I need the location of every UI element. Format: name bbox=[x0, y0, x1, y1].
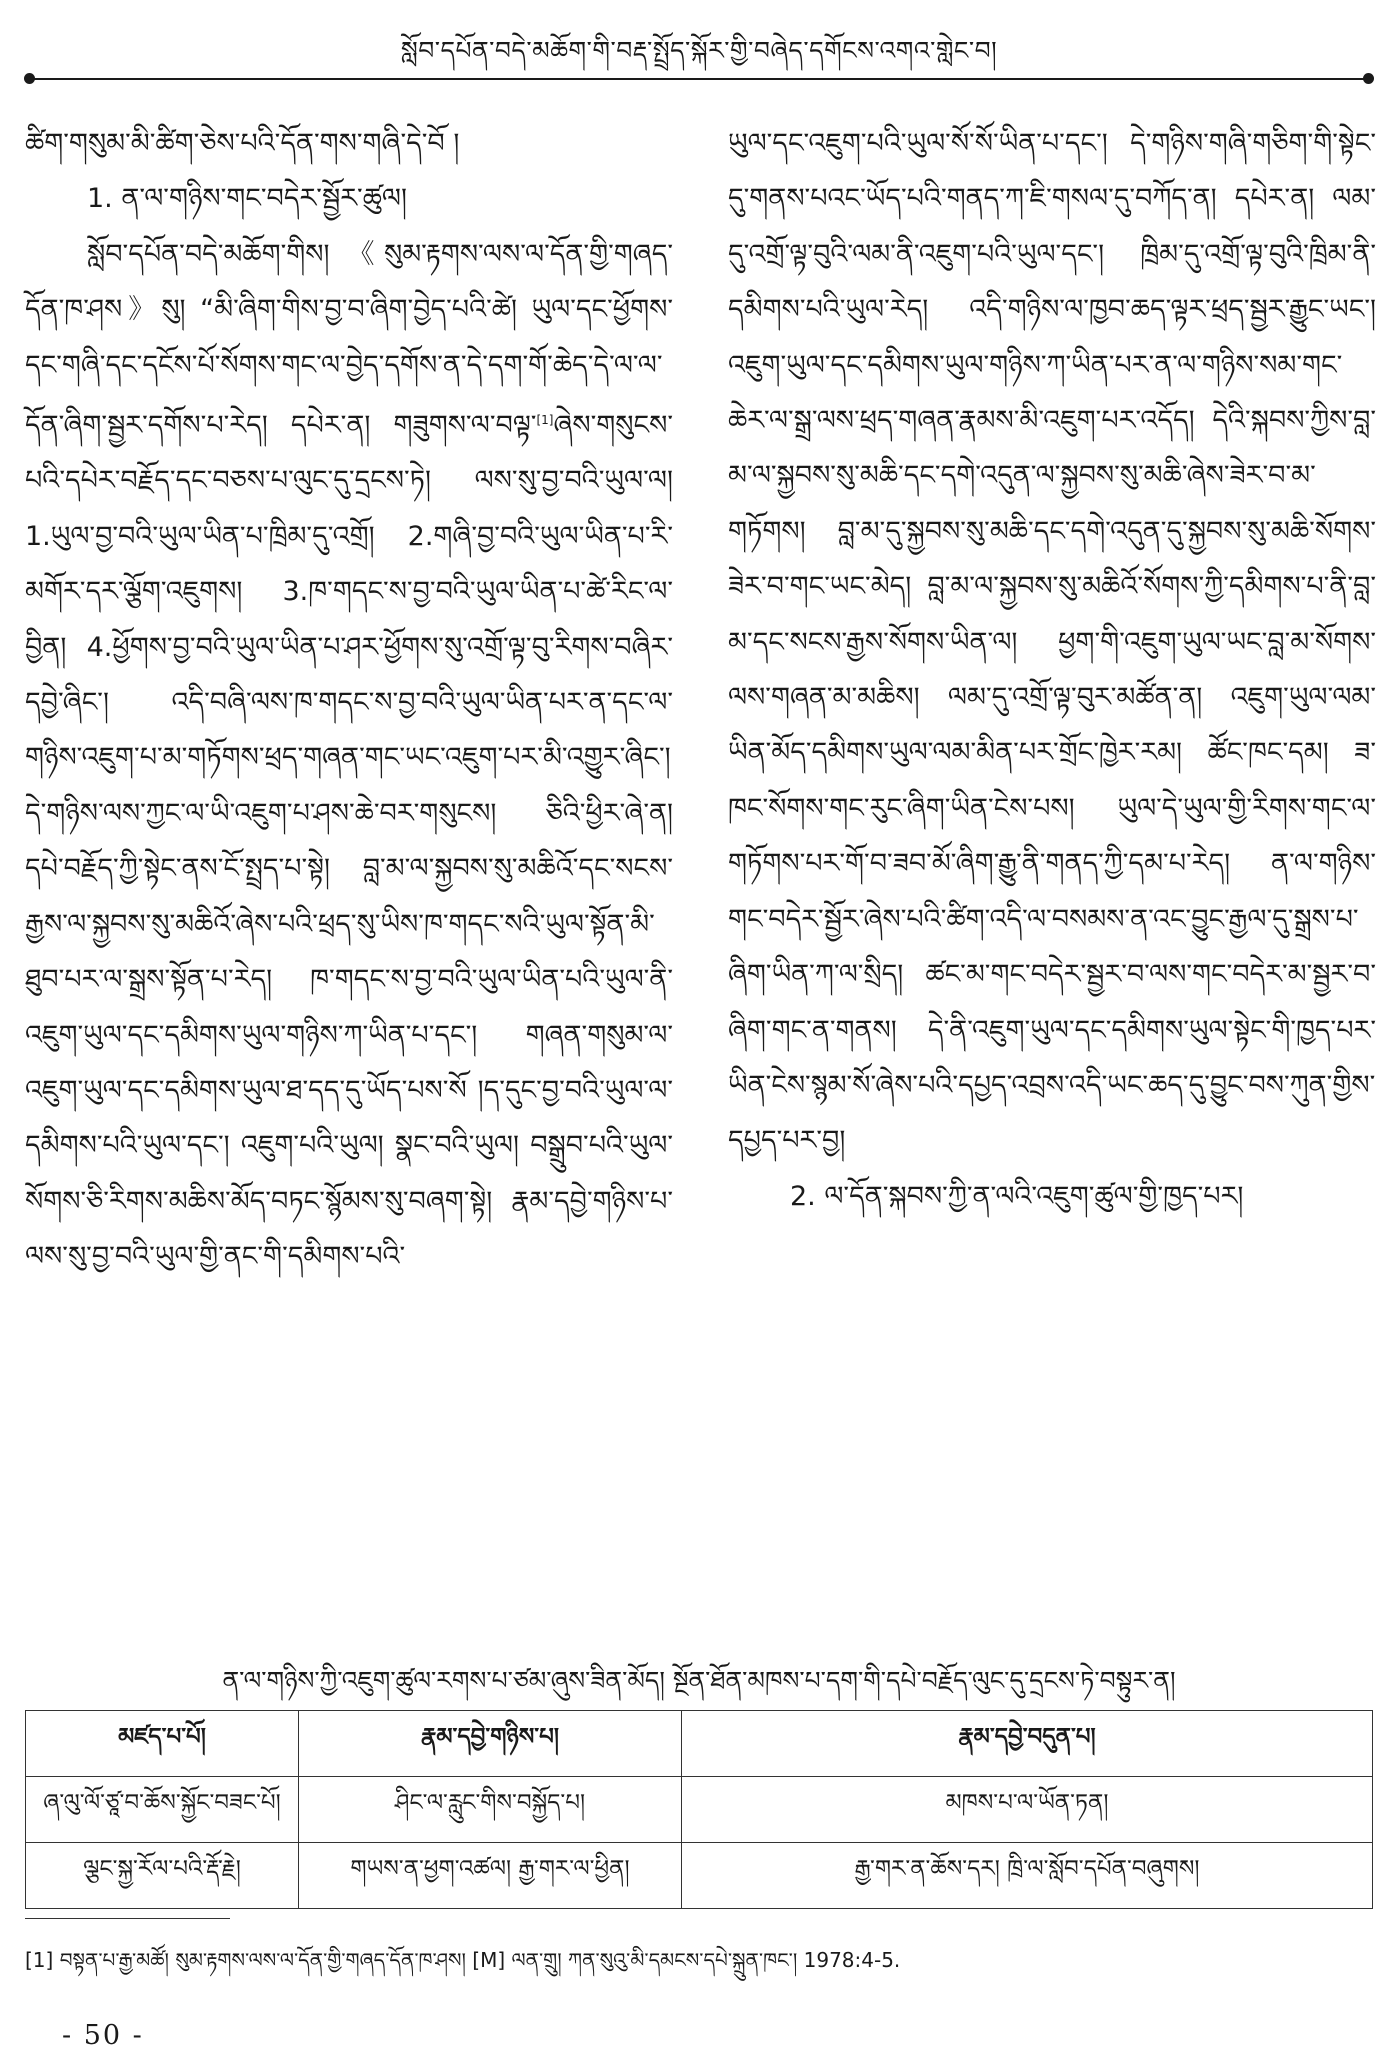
left-column bbox=[25, 116, 673, 1285]
running-header bbox=[0, 0, 1398, 84]
right-column bbox=[728, 116, 1376, 1224]
table-header-cell: མཛད་པ་པོ། bbox=[26, 1711, 299, 1777]
table-cell: ལྕང་སྐྱ་རོལ་པའི་རྡོ་རྗེ། bbox=[26, 1843, 299, 1909]
table-cell: མཁས་པ་ལ་ཡོན་ཏན། bbox=[682, 1777, 1373, 1843]
table-header-cell: རྣམ་དབྱེ་བདུན་པ། bbox=[682, 1711, 1373, 1777]
left-intro-line: ཚིག་གསུམ་མི་ཚིག་ཅེས་པའི་དོན་གས་གཞི་དེ་བོ ། bbox=[25, 128, 460, 159]
section-heading-1: 1. ན་ལ་གཉིས་གང་བདེར་སྦྱོར་ཚུལ། bbox=[87, 183, 407, 215]
table-header-row bbox=[26, 1711, 1373, 1777]
table-header-cell: རྣམ་དབྱེ་གཉིས་པ། bbox=[299, 1711, 682, 1777]
section-heading-2: 2. ལ་དོན་སྐབས་ཀྱི་ན་ལའི་འཇུག་ཚུལ་གྱི་ཁྱད་པར། bbox=[790, 1180, 1244, 1212]
footnote-reference[interactable]: [1] bbox=[536, 413, 554, 428]
right-paragraph: ཡུལ་དང་འཇུག་པའི་ཡུལ་སོ་སོ་ཡིན་པ་དང་། དེ་གཉིས་གཞི་གཅིག་གི་སྟེང་དུ་གནས་པའང་ཡོད་པའི་གནད་ཀ་ཇི་གསལ་དུ་བཀོད་ན། དཔེར་ན། ལམ་དུ་འགྲོ་ལྟ་བུའི་ལམ་ནི་འཇུག་པའི་ཡུལ་དང་། ཁྲིམ་དུ་འགྲོ་ལྟ་བུའི་ཁྲིམ་ནི་དམིགས་པའི་ཡུལ་རེད། འདི་གཉིས་ལ་ཁྱབ་ཆད་ལྟར་ཕྲད་སྦྱར་རྒྱུང་ཡང་། འཇུག་ཡུལ་དང་དམིགས་ཡུལ་གཉིས་ཀ་ཡིན་པར་ན་ལ་གཉིས་སམ་གང་ཆེར་ལ་སྒྲ་ལས་ཕྲད་གཞན་རྣམས་མི་འཇུག་པར་འདོད། དེའི་སྐབས་ཀྱིས་བླ་མ་ལ་སྐྱབས་སུ་མཆི་དང་དགེ་འདུན་ལ་སྐྱབས་སུ་མཆི་ཞེས་ཟེར་བ་མ་གཏོགས། བླ་མ་དུ་སྐྱབས་སུ་མཆི་དང་དགེ་འདུན་དུ་སྐྱབས་སུ་མཆི་སོགས་ཟེར་བ་གང་ཡང་མེད། བླ་མ་ལ་སྐྱབས་སུ་མཆིའོ་སོགས་ཀྱི་དམིགས་པ་ནི་བླ་མ་དང་སངས་རྒྱས་སོགས་ཡིན་ལ། ཕྱག་གི་འཇུག་ཡུལ་ཡང་བླ་མ་སོགས་ལས་གཞན་མ་མཆིས། ལམ་དུ་འགྲོ་ལྟ་བུར་མཚོན་ན། འཇུག་ཡུལ་ལམ་ཡིན་མོད་དམིགས་ཡུལ་ལམ་མིན་པར་གྲོང་ཁྱེར་རམ། ཚོང་ཁང་དམ། ཟ་ཁང་སོགས་གང་རུང་ཞིག་ཡིན་ངེས་པས། ཡུལ་དེ་ཡུལ་གྱི་རིགས་གང་ལ་གཏོགས་པར་གོ་བ་ཟབ་མོ་ཞིག་རྒྱུ་ནི་གནད་ཀྱི་དམ་པ་རེད། ན་ལ་གཉིས་གང་བདེར་སྦྱོར་ཞེས་པའི་ཚིག་འདི་ལ་བསམས་ན་འང་བྱུང་རྒྱལ་དུ་སྒྲས་པ་ཞིག་ཡིན་ཀ་ལ་སྲིད། ཚང་མ་གང་བདེར་སྦྱར་བ་ལས་གང་བདེར་མ་སྦྱར་བ་ཞིག་གང་ན་གནས། དེ་ནི་འཇུག་ཡུལ་དང་དམིགས་ཡུལ་སྟེང་གི་ཁྱད་པར་ཡིན་ངེས་སྙམ་སོ་ཞེས་པའི་དཔྱད་འབྲས་འདི་ཡང་ཆད་དུ་བྱུང་བས་ཀུན་གྱིས་དཔྱད་པར་བྱ། bbox=[728, 128, 1376, 1157]
header-rule bbox=[30, 78, 1368, 80]
table-row bbox=[26, 1843, 1373, 1909]
left-paragraph-text-2: ཞེས་གསུངས་པའི་དཔེར་བརྗོད་དང་བཅས་པ་ལུང་དུ་དྲངས་ཏེ། ལས་སུ་བྱ་བའི་ཡུལ་ལ། 1.ཡུལ་བྱ་བའི་ཡུལ་ཡིན་པ་ཁྲིམ་དུ་འགྲོ། 2.གཞི་བྱ་བའི་ཡུལ་ཡིན་པ་རི་མགོར་དར་ལྕོག་འཇུགས། 3.ཁ་གདང་ས་བྱ་བའི་ཡུལ་ཡིན་པ་ཚེ་རིང་ལ་བྱིན། 4.ཕྱོགས་བྱ་བའི་ཡུལ་ཡིན་པ་ཤར་ཕྱོགས་སུ་འགྲོ་ལྟ་བུ་རིགས་བཞིར་དབྱེ་ཞིང་། འདི་བཞི་ལས་ཁ་གདང་ས་བྱ་བའི་ཡུལ་ཡིན་པར་ན་དང་ལ་གཉིས་འཇུག་པ་མ་གཏོགས་ཕྲད་གཞན་གང་ཡང་འཇུག་པར་མི་འགྱུར་ཞིང་། དེ་གཉིས་ལས་ཀྱང་ལ་ཡི་འཇུག་པ་ཤས་ཆེ་བར་གསུངས། ཅིའི་ཕྱིར་ཞེ་ན། དཔེ་བརྗོད་ཀྱི་སྟེང་ནས་ངོ་སྤྲད་པ་སྟེ། བླ་མ་ལ་སྐྱབས་སུ་མཆིའོ་དང་སངས་རྒྱས་ལ་སྐྱབས་སུ་མཆིའོ་ཞེས་པའི་ཕྲད་སུ་ཡིས་ཁ་གདང་སའི་ཡུལ་སྟོན་མི་ཐུབ་པར་ལ་སྒྲས་སྟོན་པ་རེད། ཁ་གདང་ས་བྱ་བའི་ཡུལ་ཡིན་པའི་ཡུལ་ནི་འཇུག་ཡུལ་དང་དམིགས་ཡུལ་གཉིས་ཀ་ཡིན་པ་དང་། གཞན་གསུམ་ལ་འཇུག་ཡུལ་དང་དམིགས་ཡུལ་ཐ་དད་དུ་ཡོད་པས་སོ །ད་དུང་བྱ་བའི་ཡུལ་ལ་དམིགས་པའི་ཡུལ་དང་། འཇུག་པའི་ཡུལ། སྣང་བའི་ཡུལ། བསྒྲུབ་པའི་ཡུལ་སོགས་ཅི་རིགས་མཆིས་མོད་བཏང་སྙོམས་སུ་བཞག་སྟེ། རྣམ་དབྱེ་གཉིས་པ་ལས་སུ་བྱ་བའི་ཡུལ་གྱི་ནང་གི་དམིགས་པའི་ bbox=[25, 410, 673, 1273]
page-number: - 50 - bbox=[62, 2020, 144, 2051]
table-row bbox=[26, 1777, 1373, 1843]
footnote: [1] བསྟན་པ་རྒྱ་མཚོ། སུམ་རྟགས་ལས་ལ་དོན་གྱི་གཞད་དོན་ཁ་ཤས། [M] ལན་གྲུ། ཀན་སུའུ་མི་དམངས་དཔེ་སྐྲུན་ཁང་། 1978:4-5. bbox=[25, 1948, 901, 1972]
header-rule-dot-right bbox=[1363, 73, 1374, 84]
table-cell: གཡས་ན་ཕྱག་འཚལ། རྒྱ་གར་ལ་ཕྱིན། bbox=[299, 1843, 682, 1909]
running-header-title: སློབ་དཔོན་བདེ་མཆོག་གི་བརྡ་སྤྲོད་སྐོར་གྱི་བཞེད་དགོངས་འགའ་གླེང་བ། bbox=[400, 36, 998, 65]
table-cell: ཞ་ལུ་ལོ་ཙཱ་བ་ཆོས་སྐྱོང་བཟང་པོ། bbox=[26, 1777, 299, 1843]
table-caption: ན་ལ་གཉིས་ཀྱི་འཇུག་ཚུལ་རགས་པ་ཙམ་ཞུས་ཟིན་མོད། སྔོན་ཐོན་མཁས་པ་དག་གི་དཔེ་བརྗོད་ལུང་དུ་དྲངས་ཏེ་བསྟུར་ན། bbox=[222, 1666, 1176, 1695]
left-paragraph-text-1: སློབ་དཔོན་བདེ་མཆོག་གིས། 《སུམ་རྟགས་ལས་ལ་དོན་གྱི་གཞད་དོན་ཁ་ཤས》སུ། “མི་ཞིག་གིས་བྱ་བ་ཞིག་བྱེད་པའི་ཚེ། ཡུལ་དང་ཕྱོགས་དང་གཞི་དང་དངོས་པོ་སོགས་གང་ལ་བྱེད་དགོས་ན་དེ་དག་གོ་ཆེད་དེ་ལ་ལ་དོན་ཞིག་སྦྱར་དགོས་པ་རེད། དཔེར་ན། གཟུགས་ལ་བལྟ་ bbox=[25, 238, 673, 442]
table-cell: ཤིང་ལ་རླུང་གིས་བསྐྱོད་པ། bbox=[299, 1777, 682, 1843]
footnote-separator bbox=[25, 1918, 230, 1919]
comparison-table bbox=[25, 1710, 1373, 1909]
table-cell: རྒྱ་གར་ན་ཆོས་དར། ཁྲི་ལ་སློབ་དཔོན་བཞུགས། bbox=[682, 1843, 1373, 1909]
left-paragraph bbox=[25, 227, 673, 1285]
